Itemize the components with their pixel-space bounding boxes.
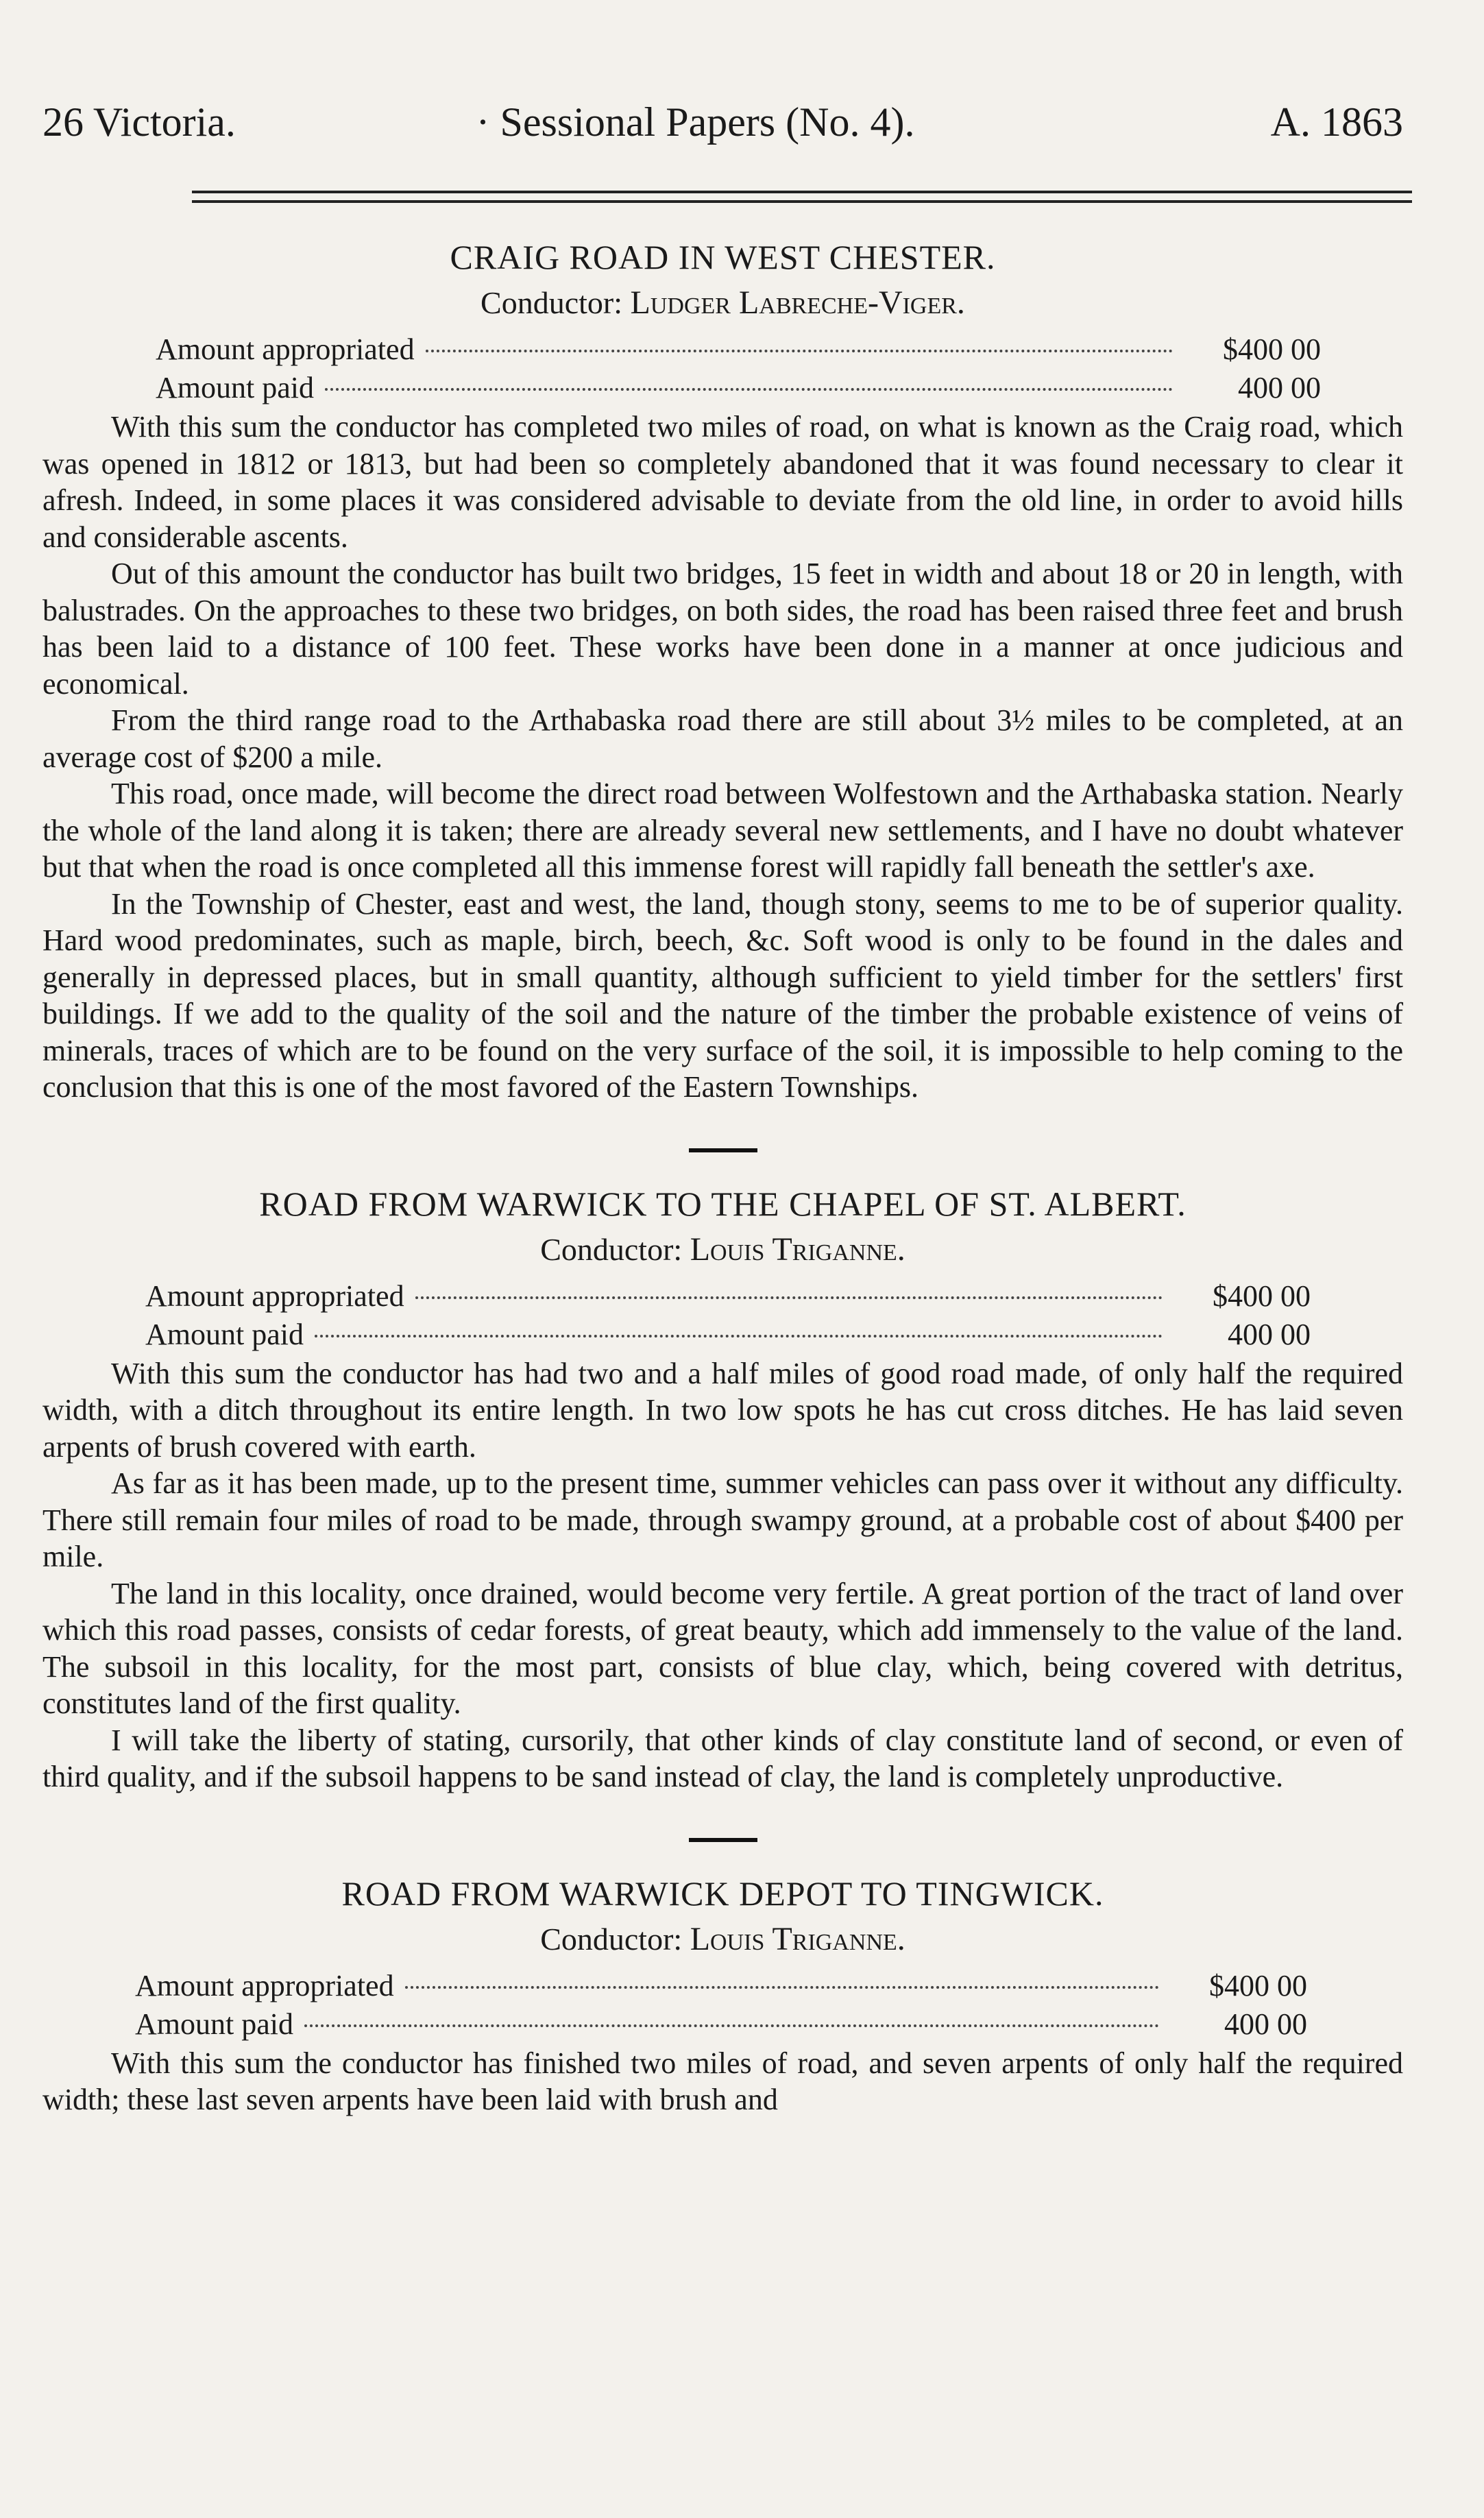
section-divider: [689, 1148, 757, 1152]
amount-value: $400 00: [1213, 1279, 1311, 1313]
conductor-line: [42, 281, 1403, 325]
section-divider: [689, 1838, 757, 1842]
header-center: · Sessional Papers (No. 4).: [476, 99, 915, 145]
section-title: ROAD FROM WARWICK TO THE CHAPEL OF ST. ALBERT.: [259, 1184, 1187, 1223]
leader-dots: [315, 1335, 1163, 1337]
amounts-table: [42, 1277, 1403, 1354]
amount-value: $400 00: [1209, 1968, 1307, 2002]
leader-dots: [325, 388, 1173, 391]
paragraph: With this sum the conductor has completed two miles of road, on what is known as the Craig road, which was opened in 1812 or 1813, but had been so completely abandoned that it was found necessary to clear it afresh. Indeed, in some places it was considered advisable to deviate from the old line, in order to avoid hills and considerable ascents.: [42, 410, 1403, 554]
header-right: A. 1863: [1270, 99, 1403, 145]
header-rule-bottom: [192, 200, 1412, 203]
conductor-label: Conductor:: [540, 1921, 683, 1957]
paragraph: This road, once made, will become the direct road between Wolfestown and the Arthabaska station. Nearly the whole of the land along it is taken; there are already several new settlements, and I have no doubt whatever but that when the road is once completed all this immense forest will rapidly fall beneath the settler's axe.: [42, 777, 1403, 884]
paragraph: With this sum the conductor has finished two miles of road, and seven arpents of only half the required width; these last seven arpents have been laid with brush and: [42, 2046, 1403, 2116]
conductor-name: Louis Triganne.: [690, 1231, 905, 1268]
paragraph: From the third range road to the Arthabaska road there are still about 3½ miles to be completed, at an average cost of $200 a mile.: [42, 703, 1403, 774]
amount-label: Amount paid: [145, 1317, 304, 1351]
conductor-label: Conductor:: [481, 285, 623, 320]
conductor-name: Ludger Labreche-Viger.: [630, 285, 965, 321]
running-header: [42, 95, 1403, 149]
paragraph: Out of this amount the conductor has built two bridges, 15 feet in width and about 18 or 20 in length, with balustrades. On the approaches to these two bridges, on both sides, the road has been raised three feet and brush has been laid to a distance of 100 feet. These works have been done in a manner at once judicious and economical.: [42, 557, 1403, 701]
conductor-label: Conductor:: [540, 1231, 683, 1267]
paragraph: As far as it has been made, up to the present time, summer vehicles can pass over it without any difficulty. There still remain four miles of road to be made, through swampy ground, at a probable cost of about $400 per mile.: [42, 1466, 1403, 1573]
section-craig-road: [42, 233, 1403, 1106]
paragraph: In the Township of Chester, east and west, the land, though stony, seems to me to be of superior quality. Hard wood predominates, such as maple, birch, beech, &c. Soft wood is only to be found in the dales and generally in depressed places, but in small quantity, although sufficient to yield timber for the settlers' first buildings. If we add to the quality of the soil and the nature of the timber the probable existence of veins of minerals, traces of which are to be found on the very surface of the soil, it is impossible to help coming to the conclusion that this is one of the most favored of the Eastern Townships.: [42, 886, 1403, 1104]
amount-row: [156, 369, 1321, 407]
amount-value: 400 00: [1238, 371, 1321, 404]
amount-label: Amount paid: [156, 371, 314, 404]
amount-row: [135, 2005, 1307, 2044]
amount-row: [135, 1967, 1307, 2005]
amount-row: [156, 330, 1321, 369]
amount-label: Amount appropriated: [135, 1968, 394, 2002]
amounts-table: [42, 330, 1403, 407]
page-content: [42, 226, 1403, 2118]
section-title: ROAD FROM WARWICK DEPOT TO TINGWICK.: [341, 1874, 1104, 1913]
section-warwick-depot-tingwick: [42, 1869, 1403, 2118]
amount-value: $400 00: [1223, 332, 1321, 366]
paragraph: The land in this locality, once drained, would become very fertile. A great portion of the tract of land over which this road passes, consists of cedar forests, of great beauty, which add immensely to the value of the land. The subsoil in this locality, for the most part, consists of blue clay, which, being covered with detritus, constitutes land of the first quality.: [42, 1576, 1403, 1720]
amount-row: [145, 1316, 1311, 1354]
paragraph: With this sum the conductor has had two and a half miles of good road made, of only half the required width, with a ditch throughout its entire length. In two low spots he has cut cross ditches. He has laid seven arpents of brush covered with earth.: [42, 1356, 1403, 1464]
header-rule-top: [192, 191, 1412, 193]
amount-label: Amount paid: [135, 2007, 293, 2041]
amount-row: [145, 1277, 1311, 1316]
leader-dots: [304, 2024, 1159, 2027]
paragraph: I will take the liberty of stating, cursorily, that other kinds of clay constitute land of second, or even of third quality, and if the subsoil happens to be sand instead of clay, the land is completely unproductive.: [42, 1723, 1403, 1793]
amount-value: 400 00: [1224, 2007, 1307, 2041]
conductor-line: [42, 1917, 1403, 1961]
conductor-line: [42, 1228, 1403, 1272]
amount-value: 400 00: [1228, 1317, 1311, 1351]
leader-dots: [426, 350, 1173, 352]
amount-label: Amount appropriated: [145, 1279, 404, 1313]
section-warwick-st-albert: [42, 1180, 1403, 1795]
conductor-name: Louis Triganne.: [690, 1920, 905, 1957]
amount-label: Amount appropriated: [156, 332, 415, 366]
leader-dots: [415, 1296, 1163, 1299]
header-left: 26 Victoria.: [42, 99, 236, 145]
leader-dots: [405, 1986, 1159, 1989]
section-title: CRAIG ROAD IN WEST CHESTER.: [450, 238, 996, 276]
amounts-table: [42, 1967, 1403, 2044]
